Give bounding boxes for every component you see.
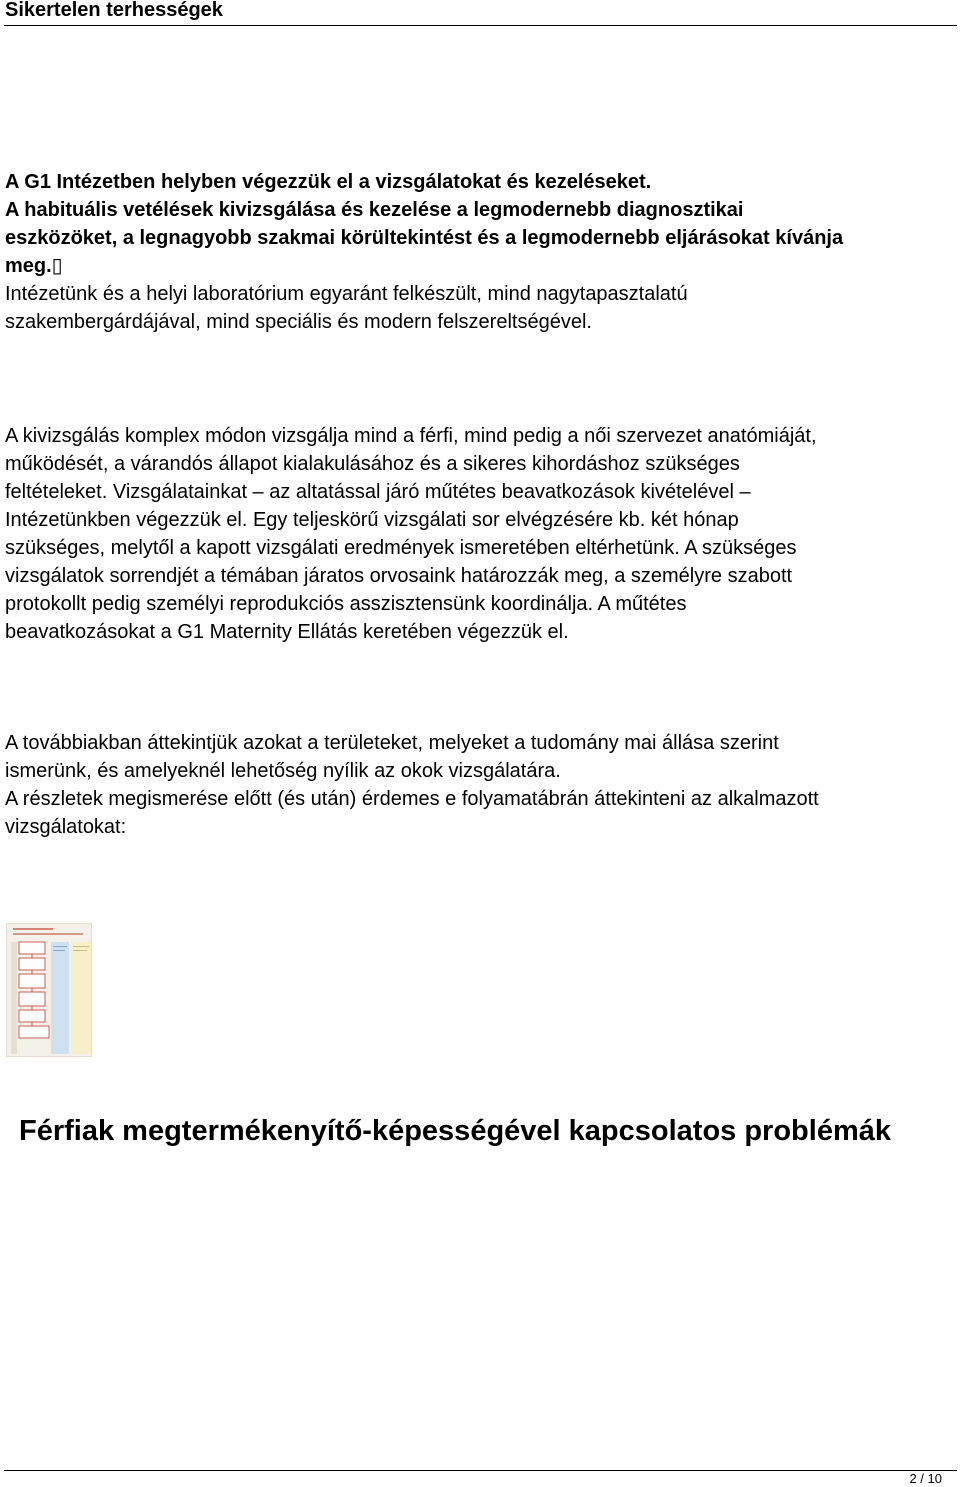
intro-paragraph — [5, 168, 957, 336]
flowchart-thumbnail[interactable] — [6, 923, 92, 1057]
section-heading: Férfiak megtermékenyítő-képességével kapcsolatos problémák — [19, 1115, 891, 1147]
paragraph-line: protokollt pedig személyi reprodukciós asszisztensünk koordinálja. A műtétes — [5, 593, 687, 615]
page-number: 2 / 10 — [909, 1471, 942, 1486]
paragraph-line: szükséges, melytől a kapott vizsgálati eredmények ismeretében eltérhetünk. A szükséges — [5, 537, 797, 559]
paragraph-line: működését, a várandós állapot kialakulásához és a sikeres kihordáshoz szükséges — [5, 453, 740, 475]
paragraph-line: feltételeket. Vizsgálatainkat – az altatással járó műtétes beavatkozások kivételével – — [5, 481, 751, 503]
intro-bold-line: meg.▯ — [5, 255, 63, 277]
paragraph-line: vizsgálatokat: — [5, 816, 127, 838]
paragraph-line: ismerünk, és amelyeknél lehetőség nyílik az okok vizsgálatára. — [5, 760, 561, 782]
intro-bold-line: eszközöket, a legnagyobb szakmai körültekintést és a legmodernebb eljárásokat kívánja — [5, 227, 844, 249]
paragraph-line: A továbbiakban áttekintjük azokat a területeket, melyeket a tudomány mai állása szerint — [5, 732, 779, 754]
page-title: Sikertelen terhességek — [5, 0, 223, 21]
examination-paragraph — [5, 422, 957, 646]
paragraph-line: A kivizsgálás komplex módon vizsgálja mind a férfi, mind pedig a női szervezet anatómiáját, — [5, 425, 817, 447]
intro-line: Intézetünk és a helyi laboratórium egyaránt felkészült, mind nagytapasztalatú — [5, 283, 688, 305]
intro-line: szakembergárdájával, mind speciális és modern felszereltségével. — [5, 311, 592, 333]
intro-bold-line: A G1 Intézetben helyben végezzük el a vizsgálatokat és kezeléseket. — [5, 171, 652, 193]
intro-bold-line: A habituális vetélések kivizsgálása és kezelése a legmodernebb diagnosztikai — [5, 199, 744, 221]
overview-paragraph — [5, 729, 957, 841]
paragraph-line: vizsgálatok sorrendjét a témában járatos orvosaink határozzák meg, a személyre szabott — [5, 565, 793, 587]
flowchart-thumbnail-graphic — [7, 924, 92, 1057]
paragraph-line: A részletek megismerése előtt (és után) érdemes e folyamatábrán áttekinteni az alkalmazott — [5, 788, 819, 810]
header-divider — [4, 25, 957, 26]
footer-divider — [4, 1470, 957, 1471]
paragraph-line: Intézetünkben végezzük el. Egy teljeskörű vizsgálati sor elvégzésére kb. két hónap — [5, 509, 739, 531]
paragraph-line: beavatkozásokat a G1 Maternity Ellátás keretében végezzük el. — [5, 621, 569, 643]
